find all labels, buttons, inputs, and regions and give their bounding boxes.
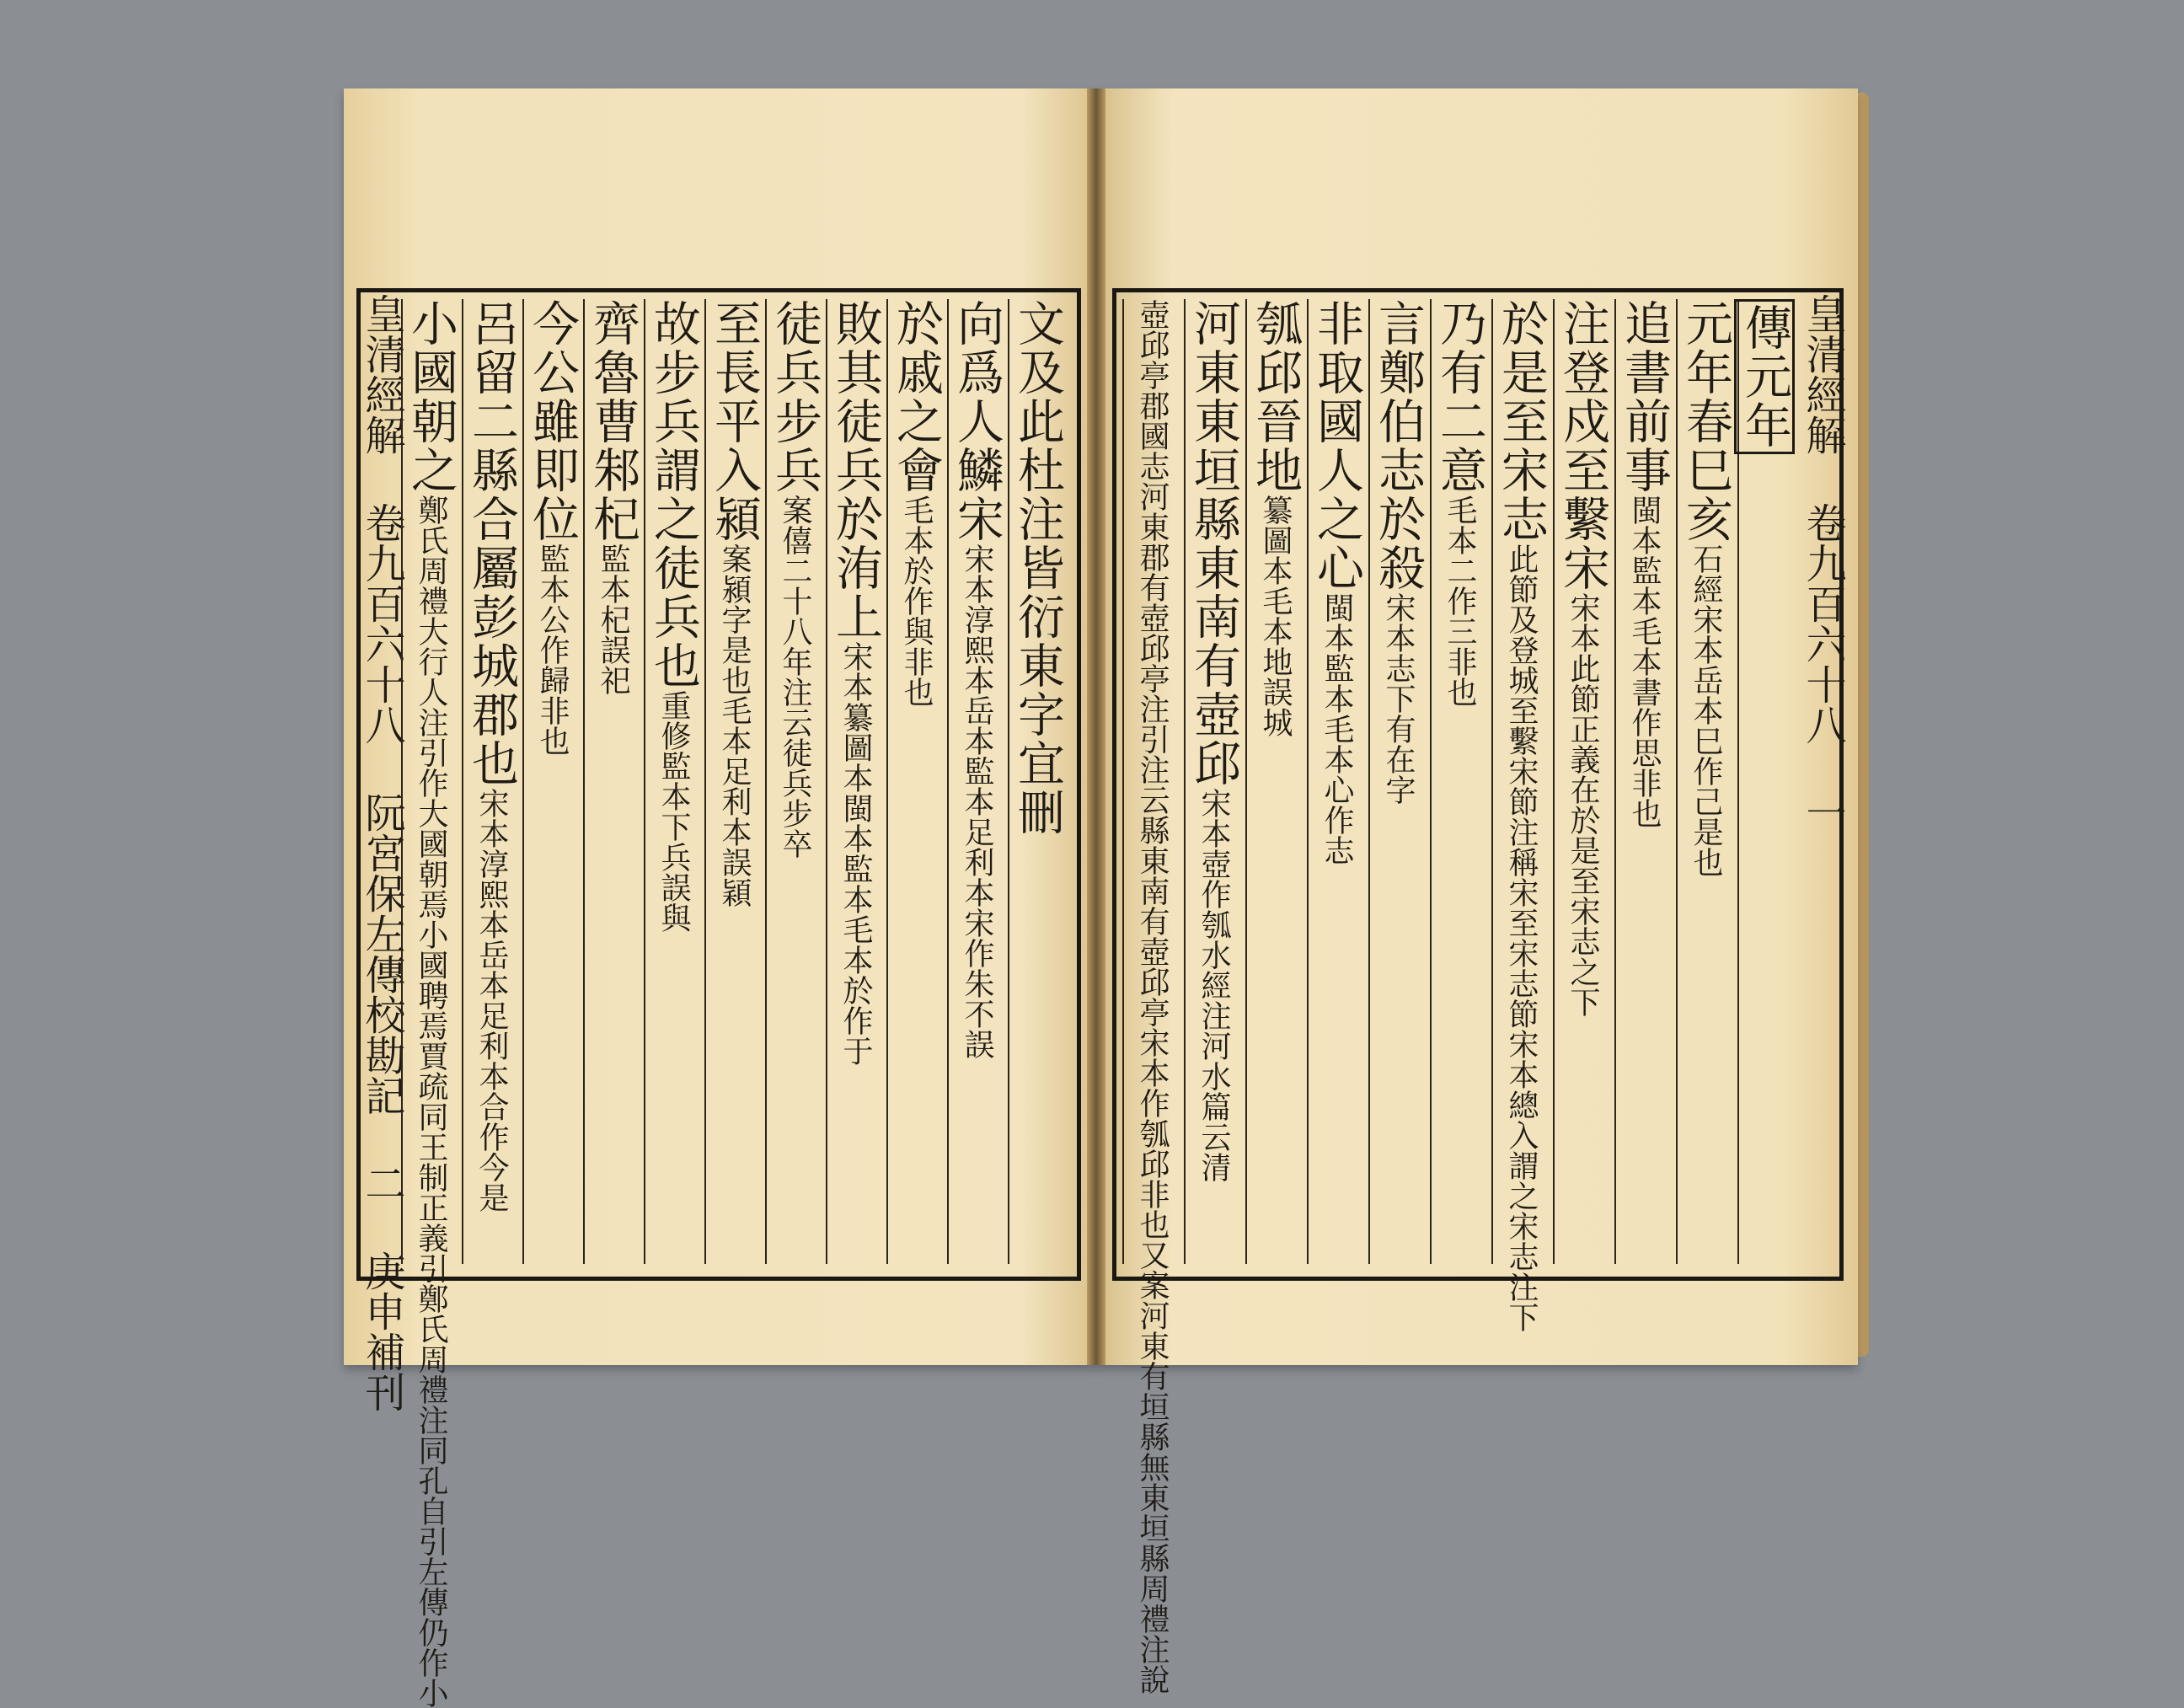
- main-text: 至長平入潁: [707, 299, 762, 543]
- book-gutter: [1087, 88, 1105, 1365]
- main-text: 齊魯曹邾杞: [586, 299, 640, 543]
- main-text: 河東東垣縣東南有壺邱: [1186, 299, 1241, 788]
- text-column: [765, 299, 822, 1264]
- text-column: [1491, 299, 1549, 1332]
- main-text: 瓠邱晉地: [1248, 299, 1303, 495]
- commentary-text: 纂圖本毛本地誤城: [1258, 495, 1293, 737]
- commentary-text: 宋本淳熙本岳本監本足利本宋作朱不誤: [960, 543, 994, 1059]
- main-text: 乃有二意: [1432, 299, 1487, 495]
- commentary-text: 鄭氏周禮大行人注引作大國朝焉小國聘焉賈疏同王制正義引鄭氏周禮注同孔自引左傳仍作小: [414, 495, 448, 1708]
- text-column: [886, 299, 944, 1264]
- commentary-text: 宋本志下有在字: [1381, 592, 1416, 805]
- main-text: 傳元年: [1734, 299, 1795, 454]
- commentary-text: 石經宋本岳本巳作己是也: [1689, 543, 1723, 877]
- text-column: [1553, 299, 1610, 1264]
- text-column: [947, 299, 1004, 1264]
- commentary-text: 宋本纂圖本閩本監本毛本於作于: [838, 641, 873, 1066]
- main-text: 於是至宋志: [1494, 299, 1549, 543]
- text-column: [462, 299, 519, 1264]
- show-through-text: [1432, 101, 1736, 278]
- commentary-text: 閩本監本毛本心作志: [1320, 592, 1354, 865]
- commentary-text: 案潁字是也毛本足利本誤穎: [717, 543, 752, 908]
- main-text: 追書前事: [1617, 299, 1672, 495]
- text-column: [1676, 299, 1733, 1264]
- main-text: 小國朝之: [404, 299, 458, 495]
- commentary-text: 監本公作歸非也: [535, 543, 570, 756]
- main-text: 徒兵步兵: [768, 299, 822, 495]
- text-column: [1184, 299, 1241, 1264]
- commentary-text: 宋本壺作瓠水經注河水篇云清: [1196, 788, 1231, 1182]
- commentary-text: 壺邱亭郡國志河東郡有壺邱亭注引注云縣東南有壺邱亭宋本作瓠邱非也又案河東有垣縣無東垣縣周禮注說: [1135, 299, 1170, 1695]
- main-text: 今公雖即位: [525, 299, 580, 543]
- main-text: 故步兵謂之徒兵也: [646, 299, 701, 690]
- text-column: [644, 299, 701, 1264]
- main-text: 向爲人鱗宋: [950, 299, 1004, 543]
- commentary-text: 監本杞誤祀: [596, 543, 630, 695]
- commentary-text: 此節及登城至繫宋節注稱宋至宋志節宋本總入謂之宋志注下: [1504, 543, 1539, 1332]
- right-page-margin-title: 皇清經解 卷九百六十八 一: [1799, 293, 1846, 833]
- text-column: [583, 299, 640, 1264]
- main-text: 注登戍至繫宋: [1555, 299, 1610, 592]
- main-text: 元年春巳亥: [1678, 299, 1733, 543]
- commentary-text: 閩本監本毛本書作思非也: [1627, 495, 1662, 828]
- main-text: 言鄭伯志於殺: [1371, 299, 1426, 592]
- text-column: [1737, 299, 1795, 1264]
- text-column: [1008, 299, 1065, 1264]
- text-column: [401, 299, 458, 1708]
- commentary-text: 毛本二作三非也: [1443, 495, 1477, 707]
- text-column: [1122, 299, 1180, 1695]
- text-column: [1245, 299, 1303, 1264]
- main-text: 呂留二縣合屬彭城郡也: [464, 299, 519, 788]
- main-text: 文及此杜注皆衍東字宜刪: [1010, 299, 1065, 837]
- text-column: [1307, 299, 1364, 1264]
- text-column: [522, 299, 580, 1264]
- text-column: [1368, 299, 1426, 1264]
- main-text: 於戚之會: [889, 299, 944, 495]
- text-column: [704, 299, 762, 1264]
- commentary-text: 宋本此節正義在於是至宋志之下: [1566, 592, 1600, 1017]
- commentary-text: 案僖二十八年注云徒兵步卒: [778, 495, 812, 859]
- main-text: 非取國人之心: [1309, 299, 1364, 592]
- text-column: [826, 299, 883, 1264]
- text-column: [1614, 299, 1672, 1264]
- main-text: 敗其徒兵於洧上: [828, 299, 883, 641]
- commentary-text: 重修監本下兵誤與: [656, 690, 691, 933]
- text-column: [1430, 299, 1487, 1264]
- left-page-margin-title: 皇清經解 卷九百六十八 阮宮保左傳校勘記 二 庚申補刊: [358, 293, 405, 1412]
- commentary-text: 毛本於作與非也: [899, 495, 934, 707]
- commentary-text: 宋本淳熙本岳本足利本合作今是: [474, 788, 509, 1213]
